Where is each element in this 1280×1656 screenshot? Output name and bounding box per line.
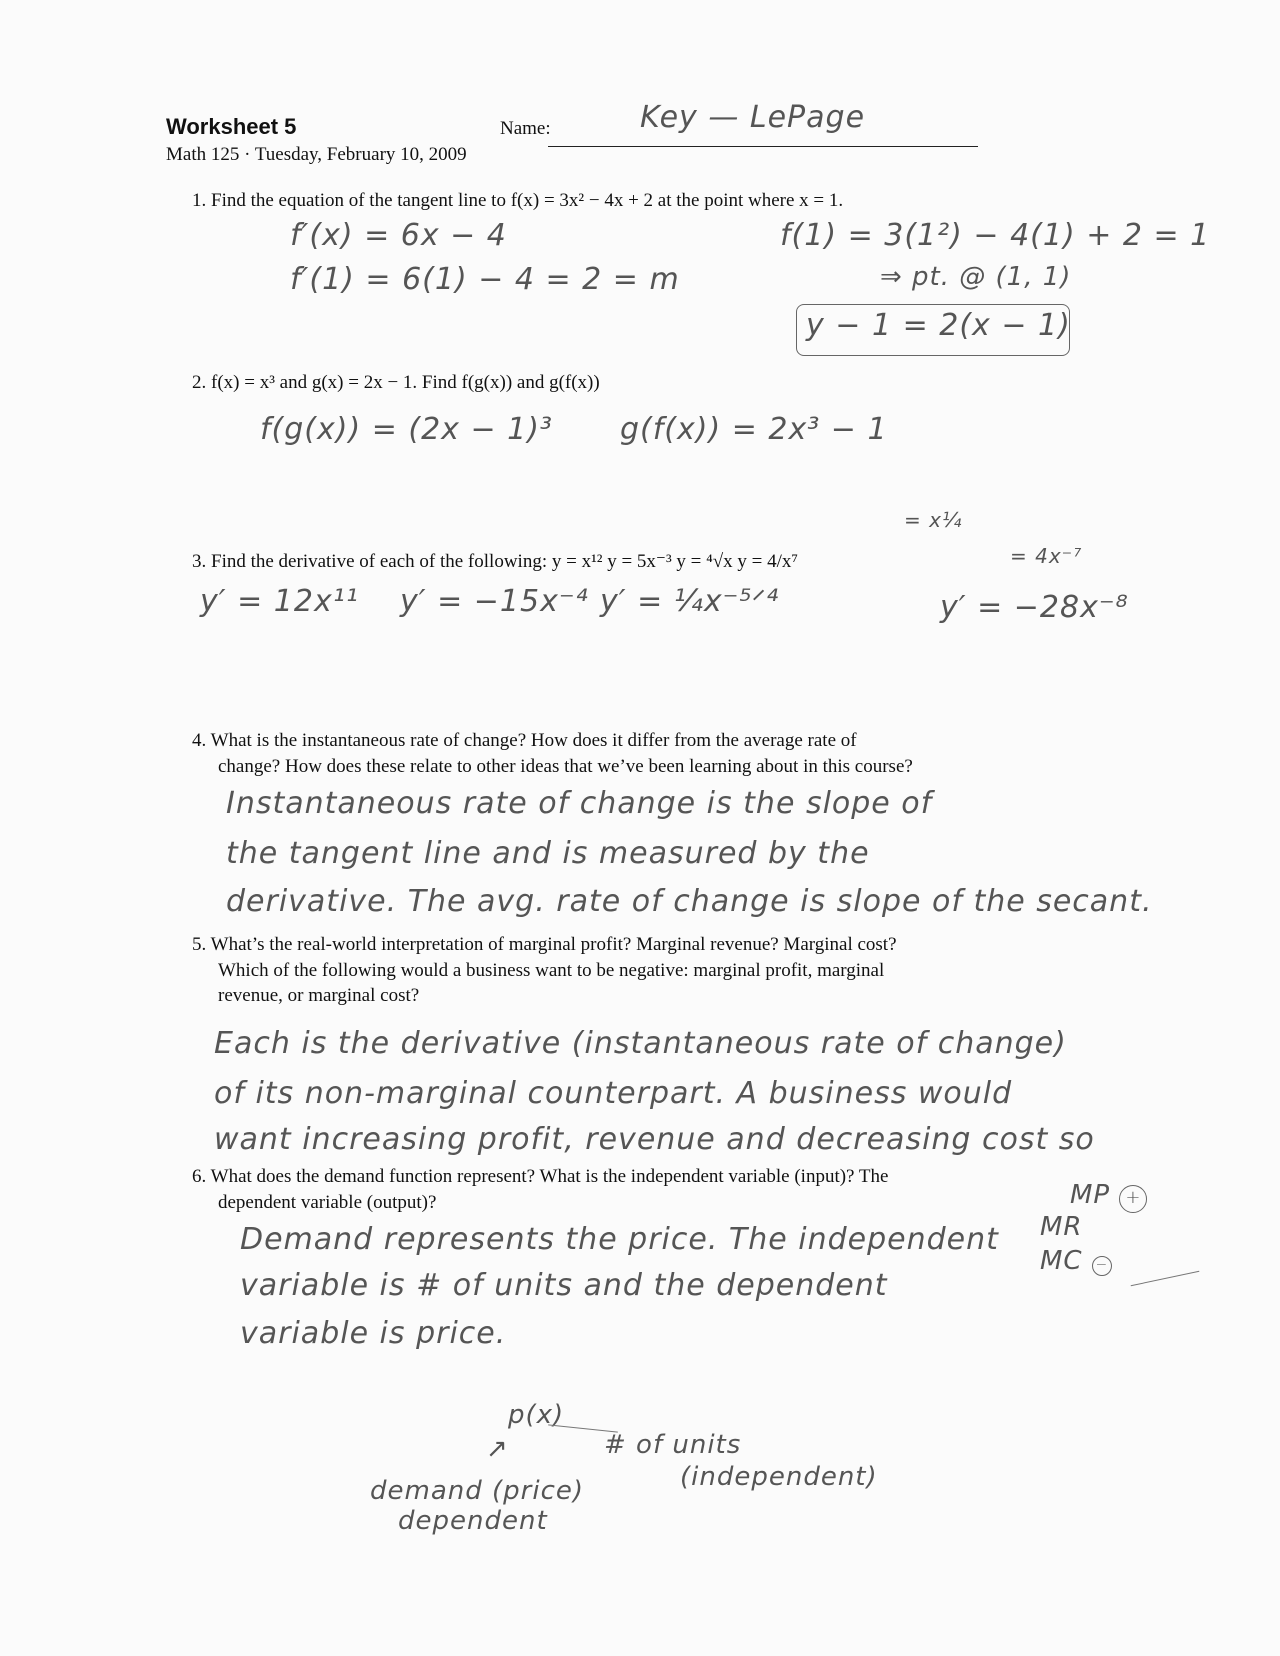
answer-3-b: y′ = −15x⁻⁴ [400,584,589,619]
answer-3-a: y′ = 12x¹¹ [200,584,359,619]
minus-circle-icon: − [1092,1256,1112,1276]
answer-2-line-1: f(g(x)) = (2x − 1)³ [260,412,553,447]
diagram-units: # of units [604,1430,742,1460]
question-5-line-1: 5. What’s the real-world interpretation of marginal profit? Marginal revenue? Marginal cost? [192,934,897,955]
question-4-line-2: change? How does these relate to other ideas that we’ve been learning about in this course? [218,756,913,777]
name-label: Name: [500,118,551,139]
answer-5-line-2: of its non-marginal counterpart. A business would [214,1076,1013,1111]
question-5-line-2: Which of the following would a business want to be negative: marginal profit, marginal [218,960,885,981]
answer-1-line-4: ⇒ pt. @ (1, 1) [880,262,1072,292]
question-6-line-2: dependent variable (output)? [218,1192,437,1213]
answer-4-line-2: the tangent line and is measured by the [226,836,870,871]
answer-4-line-3: derivative. The avg. rate of change is slope of the secant. [226,884,1153,919]
margin-stroke [1131,1271,1200,1287]
answer-5-line-1: Each is the derivative (instantaneous rate of change) [214,1026,1067,1061]
question-5-line-3: revenue, or marginal cost? [218,985,420,1006]
answer-5-line-3: want increasing profit, revenue and decreasing cost so [214,1122,1095,1157]
answer-1-final: y − 1 = 2(x − 1) [806,308,1071,343]
answer-1-line-3: f(1) = 3(1²) − 4(1) + 2 = 1 [780,218,1211,253]
margin-note-mr: MR [1040,1212,1083,1242]
answer-4-line-1: Instantaneous rate of change is the slope of [226,786,933,821]
question-1: 1. Find the equation of the tangent line to f(x) = 3x² − 4x + 2 at the point where x = 1. [192,190,844,211]
answer-6-line-2: variable is # of units and the dependent [240,1268,888,1303]
answer-3-c: y′ = ¼x⁻⁵ᐟ⁴ [600,584,780,619]
diagram-dependent: dependent [398,1506,548,1536]
diagram-px: p(x) [508,1400,565,1430]
answer-1-line-1: f′(x) = 6x − 4 [290,218,507,253]
answer-3-note-2: = 4x⁻⁷ [1010,544,1083,568]
name-value: Key — LePage [640,100,866,135]
answer-1-line-2: f′(1) = 6(1) − 4 = 2 = m [290,262,680,297]
margin-note-mp: MP + [1070,1180,1147,1213]
diagram-independent: (independent) [680,1462,878,1492]
question-2: 2. f(x) = x³ and g(x) = 2x − 1. Find f(g(x)) and g(f(x)) [192,372,600,393]
arrow-icon: ↗ [486,1434,509,1464]
question-6-line-1: 6. What does the demand function represent? What is the independent variable (input)? The [192,1166,889,1187]
plus-circle-icon: + [1119,1185,1147,1213]
answer-2-line-2: g(f(x)) = 2x³ − 1 [620,412,888,447]
answer-6-line-3: variable is price. [240,1316,507,1351]
diagram-demand: demand (price) [370,1476,585,1506]
worksheet-title: Worksheet 5 [166,114,297,139]
course-info: Math 125 · Tuesday, February 10, 2009 [166,144,467,165]
answer-3-d: y′ = −28x⁻⁸ [940,590,1129,625]
margin-note-mc: MC − [1040,1246,1112,1276]
question-4-line-1: 4. What is the instantaneous rate of change? How does it differ from the average rate of [192,730,857,751]
answer-3-note-1: = x¼ [904,508,963,532]
answer-6-line-1: Demand represents the price. The independent [240,1222,999,1257]
question-3: 3. Find the derivative of each of the following: y = x¹² y = 5x⁻³ y = ⁴√x y = 4/x⁷ [192,551,799,572]
